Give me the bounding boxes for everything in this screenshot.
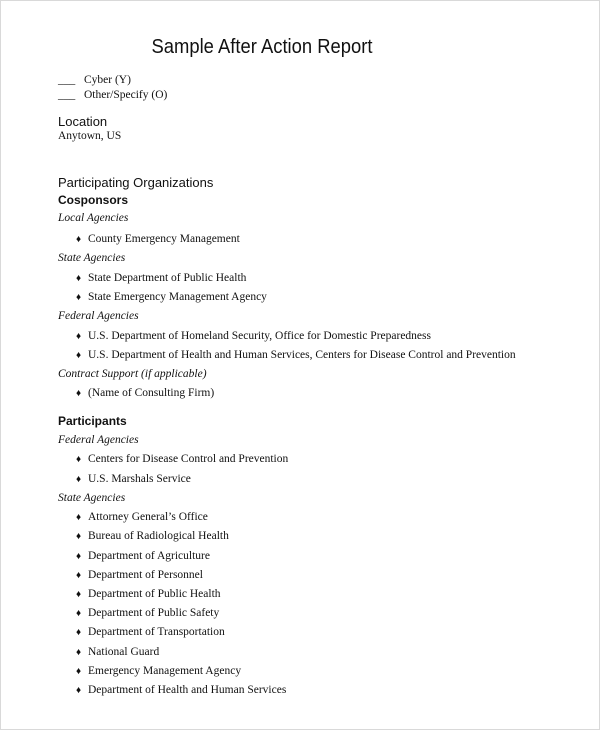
list-item: ♦ State Department of Public Health (76, 272, 247, 284)
location-value: Anytown, US (58, 130, 122, 142)
list-item: ♦ Department of Personnel (76, 569, 203, 581)
participants-federal-label: Federal Agencies (58, 434, 139, 446)
list-item: ♦ Centers for Disease Control and Prevention (76, 453, 289, 465)
blank-line: ___ (58, 89, 76, 101)
bullet-icon: ♦ (76, 273, 82, 284)
bullet-icon: ♦ (76, 512, 82, 523)
list-item: ♦ Department of Health and Human Services (76, 684, 287, 696)
checklist-label: Cyber (Y) (84, 74, 131, 86)
list-item: ♦ U.S. Marshals Service (76, 473, 191, 485)
bullet-icon: ♦ (76, 350, 82, 361)
state-agencies-label: State Agencies (58, 252, 126, 264)
list-item: ♦ Bureau of Radiological Health (76, 530, 229, 542)
list-item: ♦ U.S. Department of Health and Human Services, Centers for Disease Control and Prevention (76, 349, 516, 361)
participants-heading: Participants (58, 414, 127, 428)
list-item: ♦ (Name of Consulting Firm) (76, 387, 215, 399)
bullet-icon: ♦ (76, 551, 82, 562)
list-item: ♦ Emergency Management Agency (76, 665, 242, 677)
checklist-label: Other/Specify (O) (84, 89, 168, 101)
participating-heading: Participating Organizations (58, 175, 214, 190)
bullet-icon: ♦ (76, 234, 82, 245)
bullet-icon: ♦ (76, 331, 82, 342)
bullet-icon: ♦ (76, 570, 82, 581)
federal-agencies-label: Federal Agencies (58, 310, 139, 322)
list-item: ♦ County Emergency Management (76, 233, 240, 245)
bullet-icon: ♦ (76, 647, 82, 658)
bullet-icon: ♦ (76, 608, 82, 619)
bullet-icon: ♦ (76, 531, 82, 542)
checklist-item-other (58, 89, 167, 101)
bullet-icon: ♦ (76, 666, 82, 677)
list-item: ♦ U.S. Department of Homeland Security, Office for Domestic Preparedness (76, 330, 431, 342)
blank-line: ___ (58, 74, 76, 86)
local-agencies-label: Local Agencies (58, 212, 129, 224)
document-title: Sample After Action Report (151, 36, 373, 58)
list-item: ♦ Department of Public Health (76, 588, 221, 600)
list-item: ♦ Department of Agriculture (76, 550, 210, 562)
bullet-icon: ♦ (76, 685, 82, 696)
list-item: ♦ Department of Public Safety (76, 607, 220, 619)
bullet-icon: ♦ (76, 627, 82, 638)
bullet-icon: ♦ (76, 292, 82, 303)
list-item: ♦ Department of Transportation (76, 626, 225, 638)
location-heading: Location (58, 114, 108, 129)
bullet-icon: ♦ (76, 474, 82, 485)
cosponsors-heading: Cosponsors (58, 193, 129, 207)
checklist-item-cyber (58, 74, 131, 86)
bullet-icon: ♦ (76, 589, 82, 600)
list-item: ♦ National Guard (76, 646, 160, 658)
bullet-icon: ♦ (76, 388, 82, 399)
contract-support-label: Contract Support (if applicable) (58, 368, 207, 380)
list-item: ♦ State Emergency Management Agency (76, 291, 267, 303)
bullet-icon: ♦ (76, 454, 82, 465)
list-item: ♦ Attorney General’s Office (76, 511, 208, 523)
participants-state-label: State Agencies (58, 492, 126, 504)
